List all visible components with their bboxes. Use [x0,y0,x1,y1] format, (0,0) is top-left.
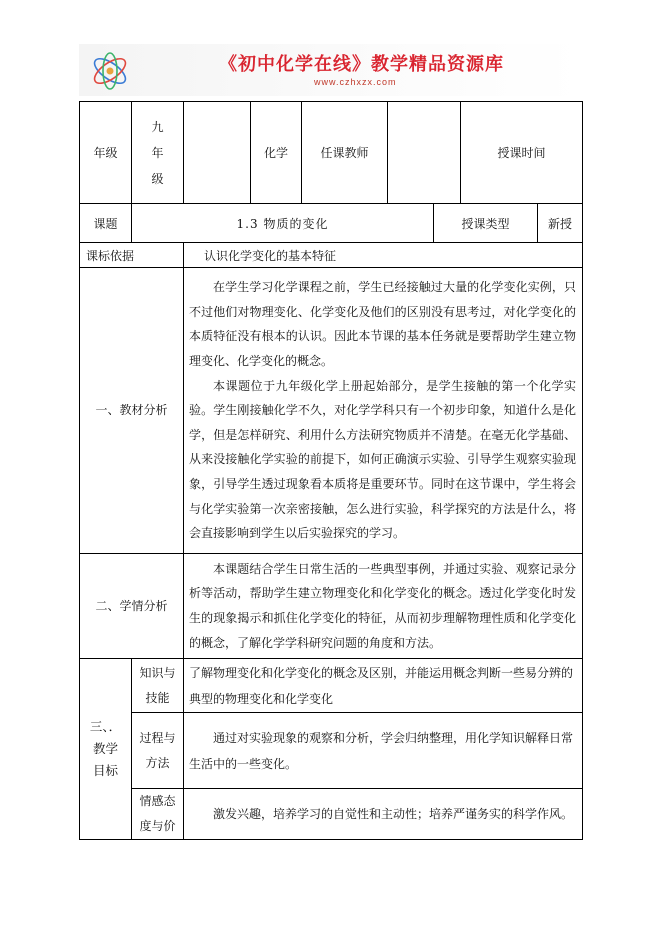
emotion-text: 激发兴趣，培养学习的自觉性和主动性；培养严谨务实的科学作风。 [213,807,574,821]
students-paragraph: 本课题结合学生日常生活的一些典型事例，并通过实验、观察记录分析等活动，帮助学生建立物理变化和化学变化的概念。透过化学变化时发生的现象揭示和抓住化学变化的特征，从而初步理解物理性质和化学变化的概念，了解化学学科研究问题的角度和方法。 [189,561,577,650]
type-value: 新授 [538,204,583,243]
process-label: 过程与 方法 [132,713,184,789]
header-banner [79,44,582,96]
teacher-label: 任课教师 [302,102,388,204]
material-label: 一、教材分析 [80,268,184,554]
row-emotion [80,789,583,840]
teacher-value [388,102,461,204]
type-label: 授课类型 [434,204,538,243]
row-topic [80,204,583,243]
subject-value: 化学 [251,102,302,204]
emotion-content [184,789,583,840]
row-knowledge [80,659,583,713]
banner-url[interactable]: www.czhxzx.com [314,77,397,87]
knowledge-label: 知识与 技能 [132,659,184,713]
process-text: 通过对实验现象的观察和分析，学会归纳整理，用化学知识解释日常生活中的一些变化。 [189,730,574,771]
row-process [80,713,583,789]
material-content [184,268,583,554]
objectives-label: 三、． 教学 目标 [80,659,132,840]
topic-value: 1.3 物质的变化 [132,204,434,243]
material-paragraph-1: 在学生学习化学课程之前，学生已经接触过大量的化学变化实例，只不过他们对物理变化、化学变化及他们的区别没有思考过，对化学变化的本质特征没有根本的认识。因此本节课的基本任务就是要帮助学生建立物理变化、化学变化的概念。 [189,280,577,369]
students-content [184,554,583,659]
row-grade [80,102,583,204]
material-paragraph-2: 本课题位于九年级化学上册起始部分，是学生接触的第一个化学实验。学生刚接触化学不久，对化学学科只有一个初步印象，知道什么是化学，但是怎样研究、利用什么方法研究物质并不清楚。在毫无化学基础、从来没接触化学实验的前提下，如何正确演示实验、引导学生观察实验现象，引导学生透过现象看本质将是重要环节。同时在这节课中，学生将会与化学实验第一次亲密接触，怎么进行实验，科学探究的方法是什么，将会直接影响到学生以后实验探究的学习。 [189,378,577,541]
grade-value: 九 年 级 [132,102,184,204]
row-students [80,554,583,659]
topic-label: 课题 [80,204,132,243]
row-material [80,268,583,554]
process-content [184,713,583,789]
banner-title: 《初中化学在线》教学精品资源库 [219,54,504,75]
lesson-plan-table [79,101,583,840]
grade-label: 年级 [80,102,132,204]
time-label: 授课时间 [461,102,583,204]
basis-label: 课标依据 [80,243,184,268]
emotion-label: 情感态 度与价 [132,789,184,840]
logo-icon [88,50,132,92]
grade-blank [184,102,251,204]
students-label: 二、学情分析 [80,554,184,659]
row-basis [80,243,583,268]
knowledge-content [184,659,583,713]
knowledge-text: 了解物理变化和化学变化的概念及区别，并能运用概念判断一些易分辨的典型的物理变化和化学变化 [189,665,574,706]
basis-value: 认识化学变化的基本特征 [184,243,583,268]
